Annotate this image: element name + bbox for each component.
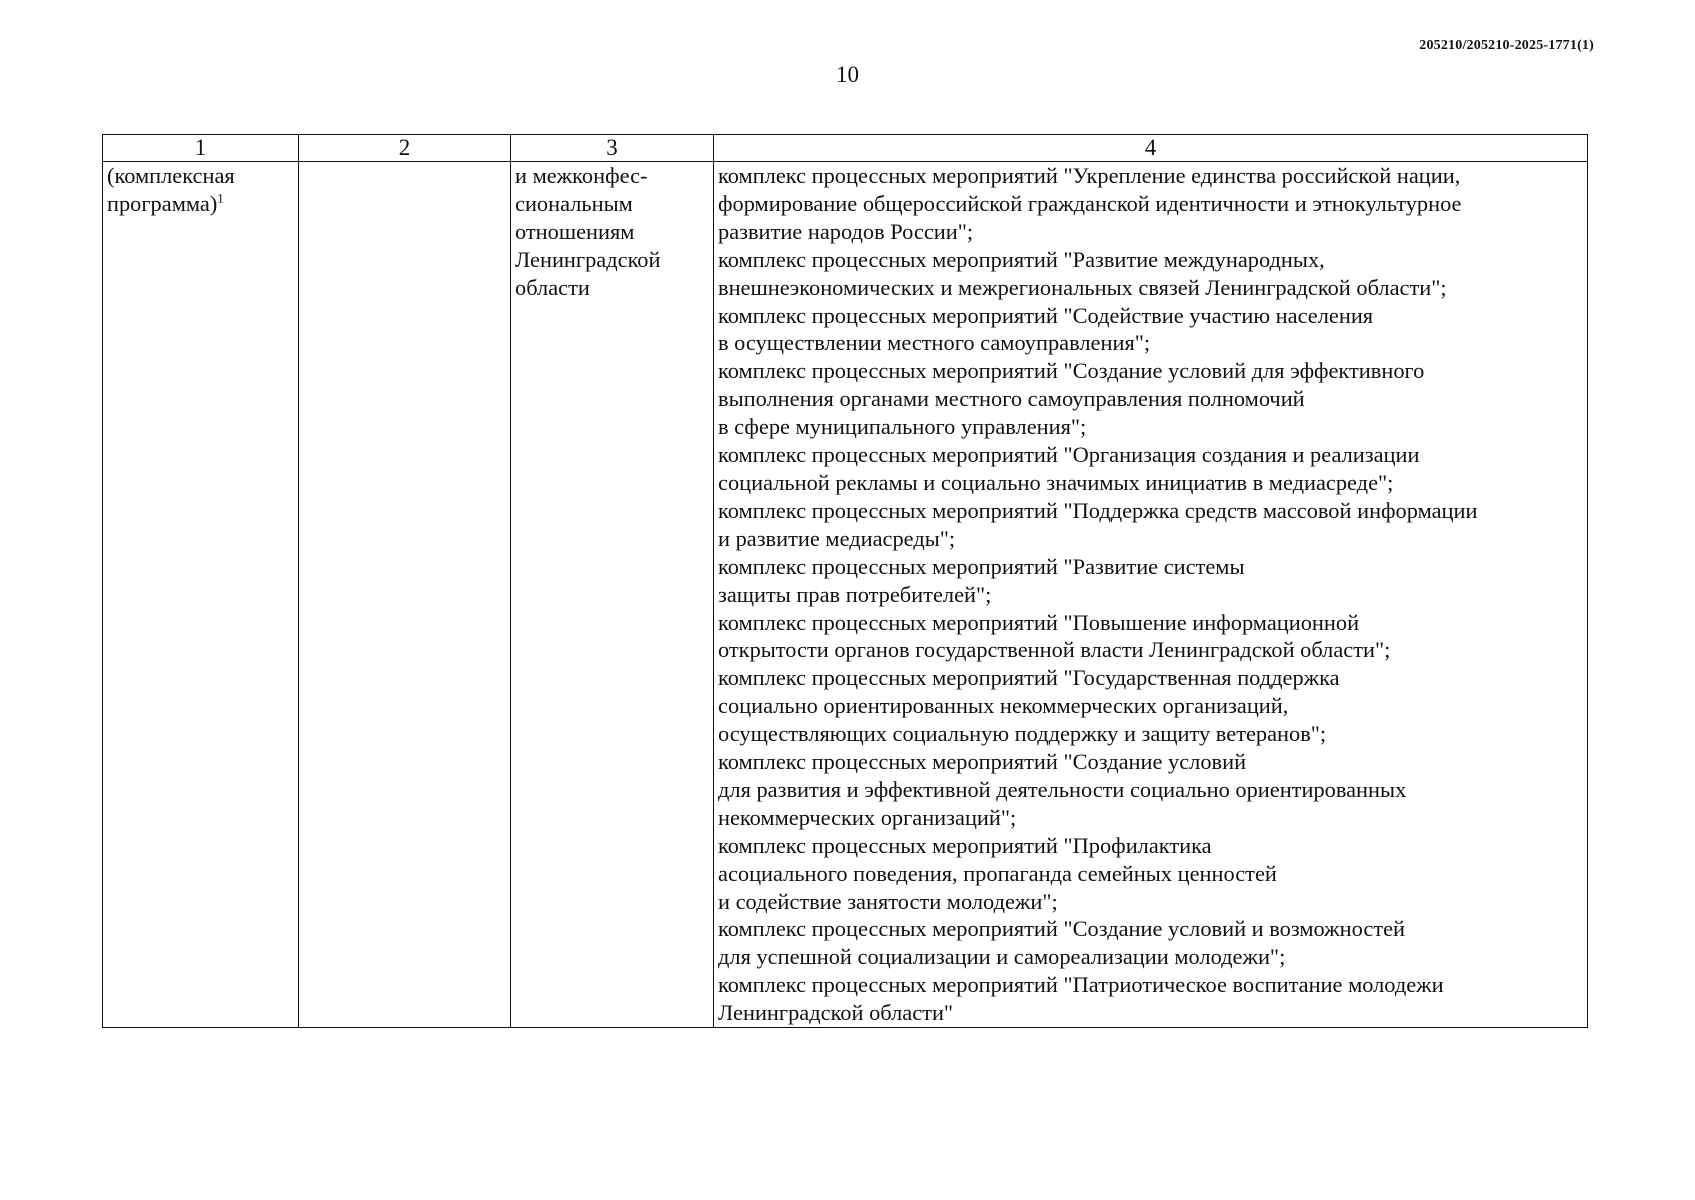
column-header-2: 2 (299, 135, 511, 162)
cell-col4-line: защиты прав потребителей"; (718, 581, 992, 607)
cell-col4-line: социально ориентированных некоммерческих организаций, (718, 693, 1289, 719)
cell-col4-line: комплекс процессных мероприятий "Развитие системы (718, 553, 1245, 579)
cell-col3-line: сиональным (515, 190, 633, 216)
cell-col4-line: в осуществлении местного самоуправления"; (718, 330, 1151, 356)
cell-col4-line: некоммерческих организаций"; (718, 804, 1017, 830)
cell-col4-line: комплекс процессных мероприятий "Государственная поддержка (718, 665, 1340, 691)
cell-col2 (299, 162, 511, 1028)
cell-col4-line: асоциального поведения, пропаганда семейных ценностей (718, 860, 1277, 886)
cell-col4-line: формирование общероссийской гражданской идентичности и этнокультурное (718, 190, 1462, 216)
cell-col1-line (107, 190, 294, 218)
program-table (102, 134, 1588, 1028)
cell-col4-line: комплекс процессных мероприятий "Создание условий (718, 749, 1247, 775)
page-number: 10 (836, 62, 859, 87)
cell-col4-line: комплекс процессных мероприятий "Патриотическое воспитание молодежи (718, 972, 1444, 998)
table-row (103, 162, 1588, 1028)
cell-col4-line: открытости органов государственной власти Ленинградской области"; (718, 637, 1391, 663)
cell-col3-line: Ленинградской (515, 246, 661, 272)
cell-col4-line: комплекс процессных мероприятий "Создание условий для эффективного (718, 358, 1425, 384)
cell-col4-line: и развитие медиасреды"; (718, 525, 956, 551)
cell-col1-line: (комплексная (107, 163, 235, 188)
cell-col4-line: комплекс процессных мероприятий "Профилактика (718, 832, 1212, 858)
cell-col4-line: развитие народов России"; (718, 218, 974, 244)
cell-col4-line: Ленинградской области" (718, 1000, 954, 1026)
cell-col4-line: комплекс процессных мероприятий "Повышение информационной (718, 609, 1360, 635)
cell-col3 (511, 162, 714, 1028)
cell-col4-line: комплекс процессных мероприятий "Поддержка средств массовой информации (718, 497, 1478, 523)
cell-col4-line: для успешной социализации и самореализации молодежи"; (718, 944, 1286, 970)
document-id: 205210/205210-2025-1771(1) (1419, 38, 1594, 53)
column-header-1: 1 (103, 135, 299, 162)
cell-col3-line: области (515, 274, 590, 300)
cell-col4-line: осуществляющих социальную поддержку и защиту ветеранов"; (718, 721, 1327, 747)
column-header-4: 4 (714, 135, 1588, 162)
header-row (103, 135, 1588, 162)
cell-col4-line: в сфере муниципального управления"; (718, 414, 1087, 440)
column-header-3: 3 (511, 135, 714, 162)
cell-col4-line: комплекс процессных мероприятий "Содействие участию населения (718, 302, 1374, 328)
cell-col3-line: и межконфес- (515, 163, 648, 188)
cell-col4-line: и содействие занятости молодежи"; (718, 888, 1058, 914)
cell-col3-line: отношениям (515, 218, 635, 244)
cell-col4-line: выполнения органами местного самоуправления полномочий (718, 386, 1305, 412)
cell-col4-line: комплекс процессных мероприятий "Развитие международных, (718, 246, 1325, 272)
cell-col4-line: комплекс процессных мероприятий "Создание условий и возможностей (718, 916, 1406, 942)
cell-col1 (103, 162, 299, 1028)
cell-col4 (714, 162, 1588, 1028)
cell-col1-text: программа) (107, 190, 218, 216)
footnote-marker: 1 (217, 190, 224, 206)
cell-col4-line: внешнеэкономических и межрегиональных связей Ленинградской области"; (718, 274, 1447, 300)
cell-col4-line: комплекс процессных мероприятий "Организация создания и реализации (718, 442, 1420, 468)
cell-col4-line: для развития и эффективной деятельности социально ориентированных (718, 776, 1407, 802)
cell-col4-line: социальной рекламы и социально значимых инициатив в медиасреде"; (718, 469, 1394, 495)
cell-col4-line: комплекс процессных мероприятий "Укрепление единства российской нации, (718, 163, 1461, 188)
